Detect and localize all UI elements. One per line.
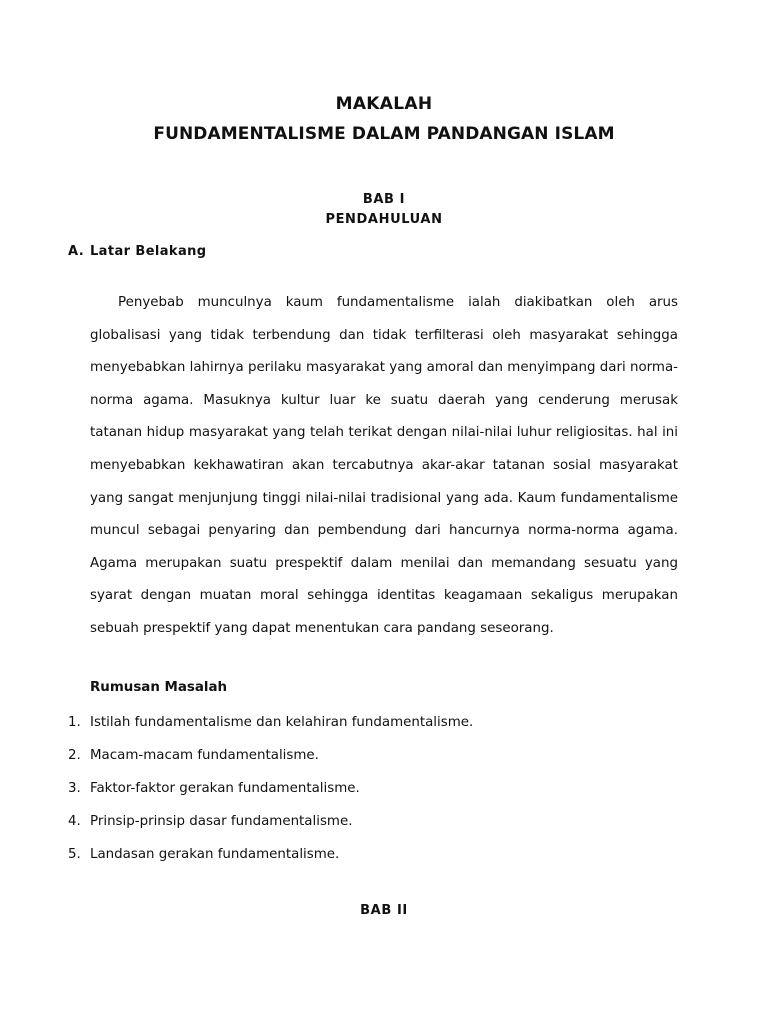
body-paragraph: Penyebab munculnya kaum fundamentalisme ialah diakibatkan oleh arus globalisasi yang tidak terbendung dan tidak terfilterasi oleh masyarakat sehingga menyebabkan lahirnya perilaku masyarakat yang amoral dan menyimpang dari norma-norma agama. Masuknya kultur luar ke suatu daerah yang cenderung merusak tatanan hidup masyarakat yang telah terikat dengan nilai-nilai luhur religiositas. hal ini menyebabkan kekhawatiran akan tercabutnya akar-akar tatanan sosial masyarakat yang sangat menjunjung tinggi nilai-nilai tradisional yang ada. Kaum fundamentalisme muncul sebagai penyaring dan pembendung dari hancurnya norma-norma agama. Agama merupakan suatu prespektif dalam menilai dan memandang sesuatu yang syarat dengan muatan moral sehingga identitas keagamaan sekaligus merupakan sebuah prespektif yang dapat menentukan cara pandang seseorang. (90, 295, 678, 636)
chapter-number: BAB I (362, 192, 406, 207)
list-item (68, 739, 473, 772)
chapter-title: PENDAHULUAN (325, 212, 443, 227)
list-text: Istilah fundamentalisme dan kelahiran fundamentalisme. (90, 715, 474, 730)
subsection-heading: Rumusan Masalah (90, 680, 228, 695)
document-subtitle: FUNDAMENTALISME DALAM PANDANGAN ISLAM (153, 124, 615, 144)
list-number: 3. (68, 781, 81, 796)
section-letter: A. (68, 244, 85, 259)
list-text: Faktor-faktor gerakan fundamentalisme. (90, 781, 360, 796)
list-number: 5. (68, 847, 81, 862)
document-title: MAKALAH (335, 94, 433, 114)
numbered-list (68, 706, 473, 871)
list-item (68, 772, 473, 805)
list-number: 1. (68, 715, 81, 730)
list-text: Macam-macam fundamentalisme. (90, 748, 319, 763)
list-item (68, 838, 473, 871)
list-number: 2. (68, 748, 81, 763)
chapter-number-2: BAB II (360, 903, 408, 918)
section-heading (68, 244, 207, 259)
list-text: Landasan gerakan fundamentalisme. (90, 847, 340, 862)
list-number: 4. (68, 814, 81, 829)
list-item (68, 706, 473, 739)
section-title: Latar Belakang (90, 244, 207, 259)
list-item (68, 805, 473, 838)
list-text: Prinsip-prinsip dasar fundamentalisme. (90, 814, 353, 829)
